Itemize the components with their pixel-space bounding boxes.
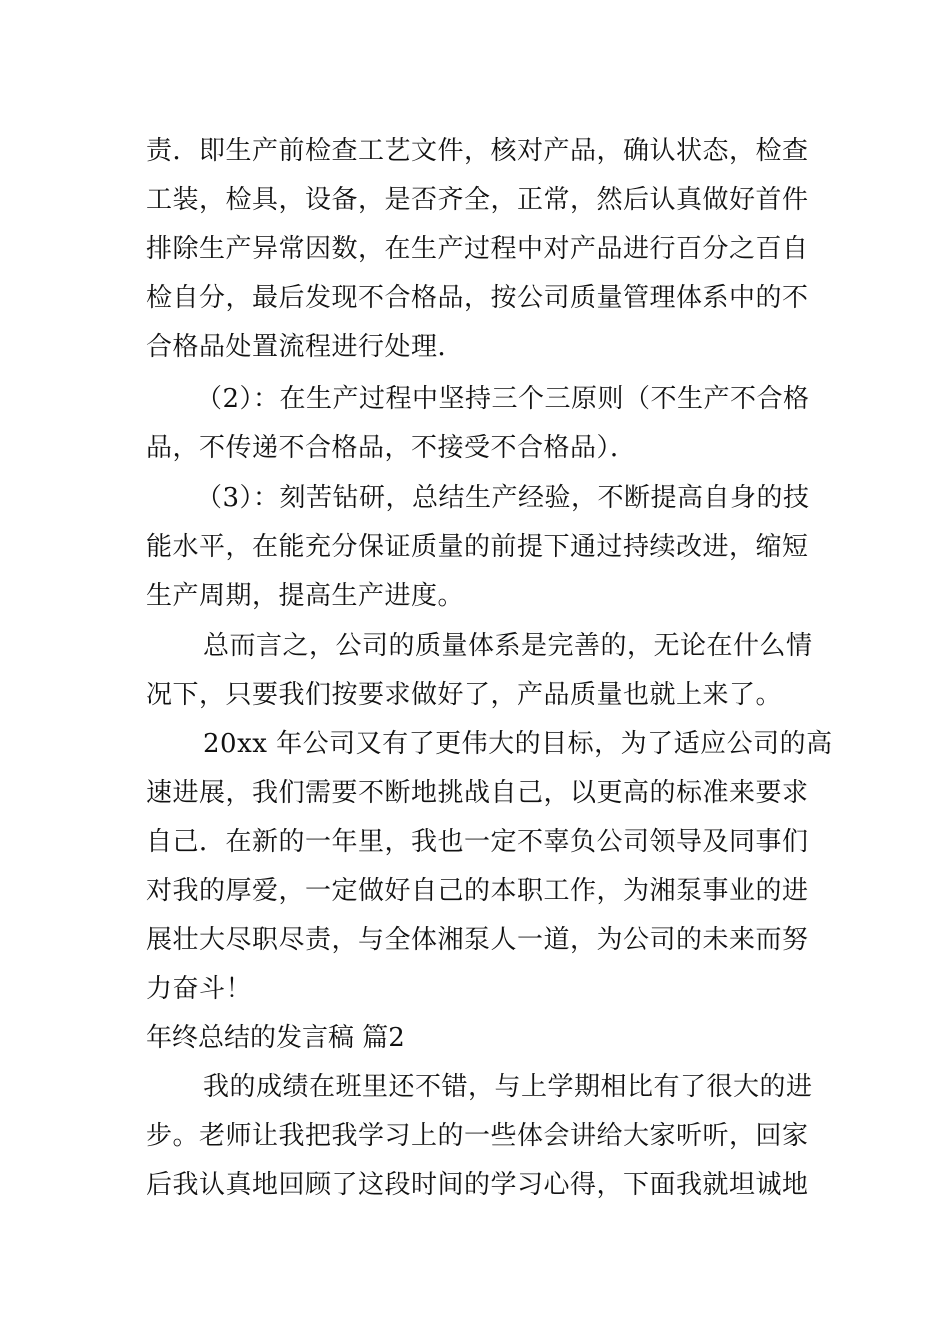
text-line-18: 力奋斗！ — [146, 974, 253, 1004]
text-line-10: 生产周期，提高生产进度。 — [146, 581, 465, 611]
text-line-14: 速进展，我们需要不断地挑战自己，以更高的标准来要求 — [146, 778, 809, 808]
text-line-3: 排除生产异常因数，在生产过程中对产品进行百分之百自 — [146, 234, 809, 264]
text-line-6: （2）：在生产过程中坚持三个三原则（不生产不合格 — [196, 384, 810, 414]
text-line-2: 工装，检具，设备，是否齐全，正常，然后认真做好首件 — [146, 185, 809, 215]
text-line-11: 总而言之，公司的质量体系是完善的，无论在什么情 — [203, 631, 813, 661]
text-line-13: 20xx 年公司又有了更伟大的目标，为了适应公司的高 — [203, 729, 833, 759]
text-line-21: 步。老师让我把我学习上的一些体会讲给大家听听，回家 — [146, 1121, 809, 1151]
text-line-8: （3）：刻苦钻研，总结生产经验，不断提高自身的技 — [196, 483, 810, 513]
section-heading: 年终总结的发言稿 篇2 — [146, 1023, 405, 1053]
text-line-15: 自己．在新的一年里，我也一定不辜负公司领导及同事们 — [146, 827, 809, 857]
text-line-12: 况下，只要我们按要求做好了，产品质量也就上来了。 — [146, 680, 783, 710]
text-line-22: 后我认真地回顾了这段时间的学习心得，下面我就坦诚地 — [146, 1170, 809, 1200]
text-line-20: 我的成绩在班里还不错，与上学期相比有了很大的进 — [203, 1072, 813, 1102]
text-line-5: 合格品处置流程进行处理． — [146, 332, 465, 362]
text-line-9: 能水平，在能充分保证质量的前提下通过持续改进，缩短 — [146, 532, 809, 562]
text-line-17: 展壮大尽职尽责，与全体湘泵人一道，为公司的未来而努 — [146, 925, 809, 955]
text-line-16: 对我的厚爱，一定做好自己的本职工作，为湘泵事业的进 — [146, 876, 809, 906]
text-line-7: 品，不传递不合格品，不接受不合格品）． — [146, 433, 637, 463]
text-line-4: 检自分，最后发现不合格品，按公司质量管理体系中的不 — [146, 283, 809, 313]
text-line-1: 责．即生产前检查工艺文件，核对产品，确认状态，检查 — [146, 136, 809, 166]
